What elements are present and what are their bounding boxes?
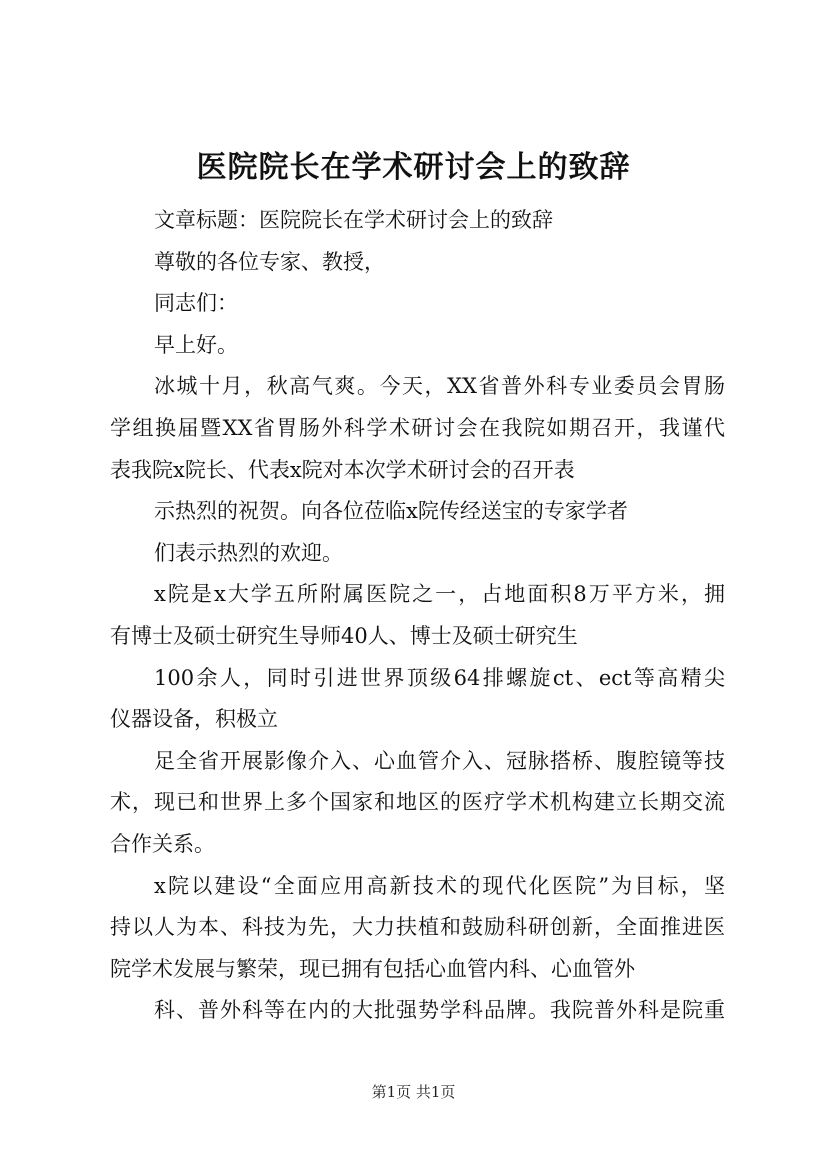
text-line: 仪器设备，积极立 — [110, 707, 278, 732]
text-line: 示热烈的祝贺。向各位莅临x院传经送宝的专家学者 — [154, 499, 628, 524]
text-line: 持以人为本、科技为先，大力扶植和鼓励科研创新，全面推进医 — [110, 915, 725, 940]
text-line: x院以建设“全面应用高新技术的现代化医院”为目标，坚 — [154, 873, 725, 898]
text-line: 科、普外科等在内的大批强势学科品牌。我院普外科是院重 — [154, 998, 725, 1023]
text-line: 合作关系。 — [110, 831, 215, 856]
document-body — [110, 200, 725, 1032]
text-line: 院学术发展与繁荣，现已拥有包括心血管内科、心血管外 — [110, 956, 635, 981]
text-line: 术，现已和世界上多个国家和地区的医疗学术机构建立长期交流 — [110, 790, 725, 815]
text-line: 们表示热烈的欢迎。 — [154, 540, 343, 565]
text-line: 冰城十月，秋高气爽。今天，XX省普外科专业委员会胃肠 — [154, 374, 725, 399]
text-line: 尊敬的各位专家、教授， — [154, 249, 385, 274]
text-line: 早上好。 — [154, 332, 238, 357]
text-line: 同志们： — [154, 291, 238, 316]
text-line: 足全省开展影像介入、心血管介入、冠脉搭桥、腹腔镜等技 — [154, 748, 725, 773]
text-line: 文章标题：医院院长在学术研讨会上的致辞 — [154, 208, 553, 232]
text-line: 有博士及硕士研究生导师40人、博士及硕士研究生 — [110, 623, 578, 648]
text-line: 100余人，同时引进世界顶级64排螺旋ct、ect等高精尖 — [154, 665, 725, 690]
text-line: 表我院x院长、代表x院对本次学术研讨会的召开表 — [110, 457, 575, 482]
text-line: 学组换届暨XX省胃肠外科学术研讨会在我院如期召开，我谨代 — [110, 415, 725, 440]
page-footer: 第1页 共1页 — [371, 1083, 456, 1101]
text-line: x院是x大学五所附属医院之一，占地面积8万平方米，拥 — [154, 582, 725, 607]
document-title: 医院院长在学术研讨会上的致辞 — [196, 150, 631, 185]
